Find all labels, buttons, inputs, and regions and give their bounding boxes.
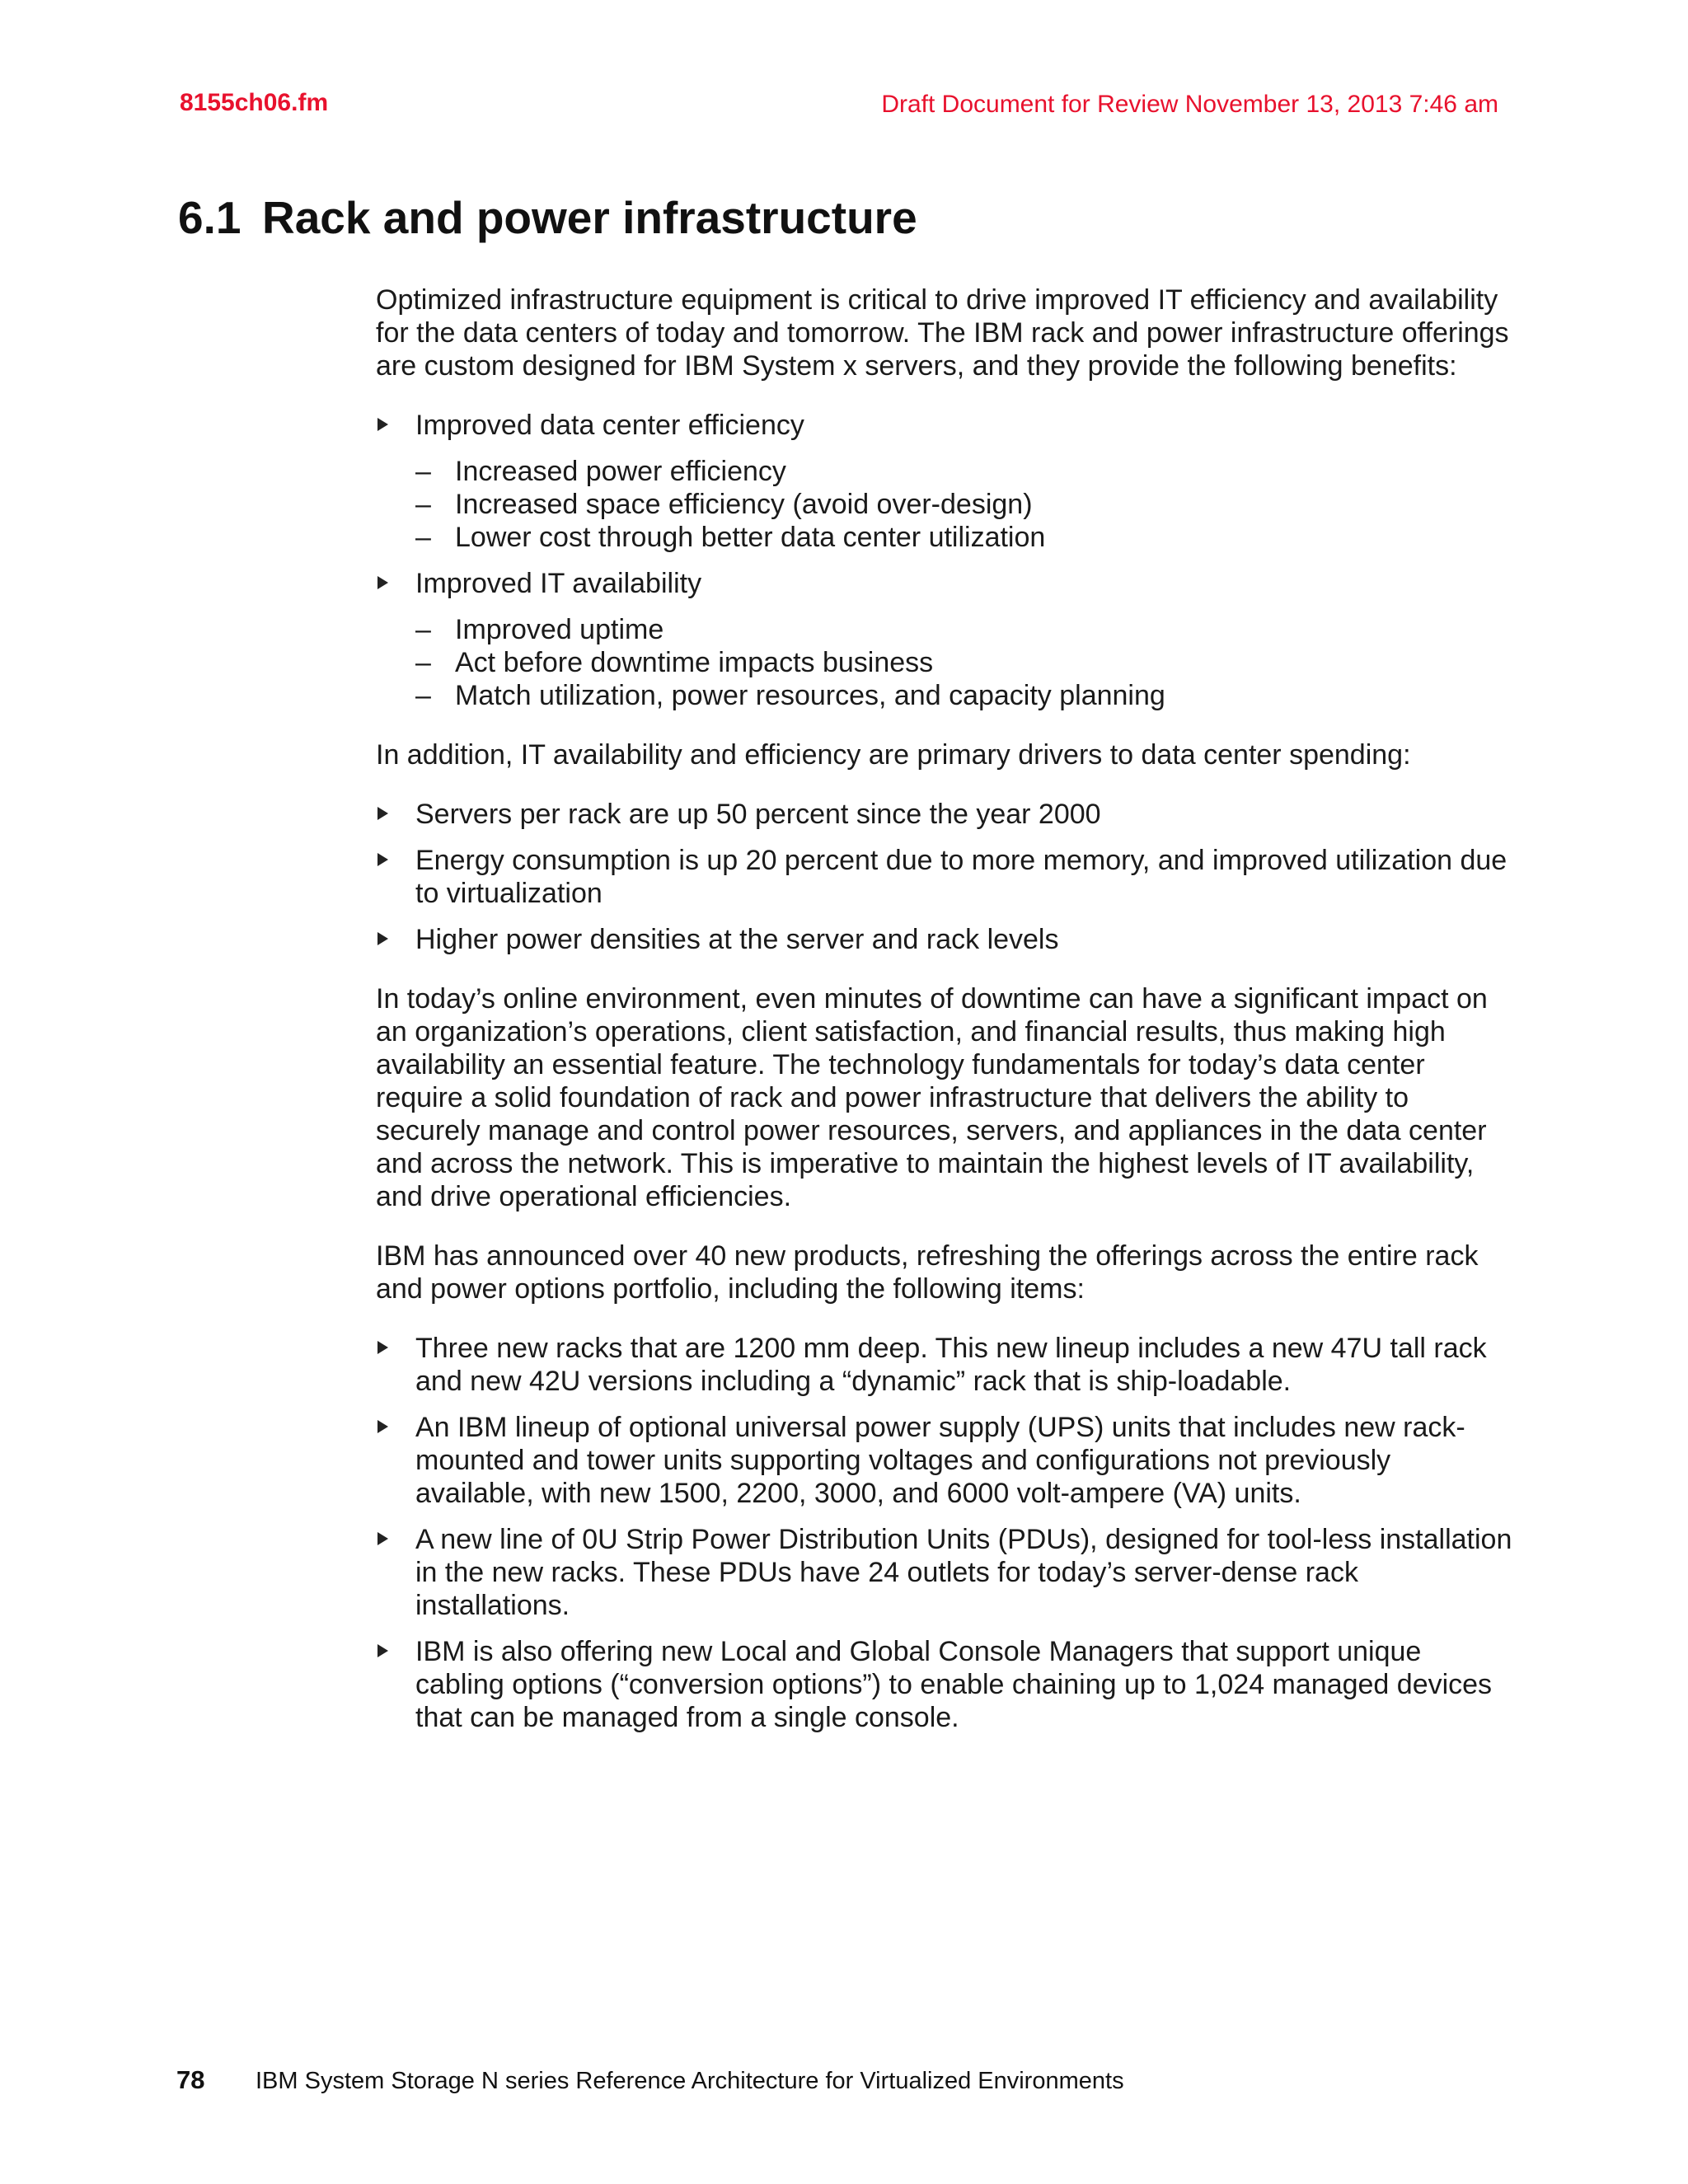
list-item [376, 1635, 1513, 1734]
triangle-bullet-icon [377, 1532, 388, 1545]
list-item [376, 409, 1513, 554]
footer-book-title: IBM System Storage N series Reference Architecture for Virtualized Environments [256, 2068, 1124, 2094]
list-item [376, 1411, 1513, 1510]
driver-text: Servers per rack are up 50 percent since the year 2000 [415, 799, 1101, 830]
section-title: Rack and power infrastructure [262, 192, 917, 243]
product-text: Three new racks that are 1200 mm deep. This new lineup includes a new 47U tall rack and new 42U versions including a “dynamic” rack that is ship-loadable. [415, 1333, 1487, 1397]
list-item [376, 567, 1513, 712]
drivers-intro-paragraph: In addition, IT availability and efficiency are primary drivers to data center spending: [376, 739, 1411, 771]
product-text: IBM is also offering new Local and Global Console Managers that support unique cabling options (“conversion options”) to enable chaining up to 1,024 managed devices that can be managed from a single console. [415, 1636, 1493, 1733]
sub-list [415, 455, 1513, 554]
sub-item-text: Act before downtime impacts business [455, 647, 934, 678]
triangle-bullet-icon [377, 807, 388, 820]
products-list [376, 1332, 1513, 1734]
dash-bullet: – [415, 680, 431, 711]
list-item [376, 798, 1513, 831]
sub-list-item [415, 455, 1513, 488]
driver-text: Higher power densities at the server and rack levels [415, 924, 1059, 955]
benefit-label: Improved IT availability [415, 568, 702, 599]
sub-item-text: Increased power efficiency [455, 456, 786, 487]
benefits-list [376, 409, 1513, 712]
triangle-bullet-icon [377, 853, 388, 866]
triangle-bullet-icon [377, 418, 388, 431]
sub-list-item [415, 613, 1513, 646]
dash-bullet: – [415, 489, 431, 520]
list-item [376, 1332, 1513, 1398]
sub-list-item [415, 679, 1513, 712]
product-text: A new line of 0U Strip Power Distribution Units (PDUs), designed for tool-less installation in the new racks. These PDUs have 24 outlets for today’s server-dense rack installations. [415, 1524, 1512, 1621]
header-file-name: 8155ch06.fm [180, 89, 329, 116]
intro-paragraph: Optimized infrastructure equipment is critical to drive improved IT efficiency and availability for the data centers of today and tomorrow. The IBM rack and power infrastructure offerings are custom designed for IBM System x servers, and they provide the following benefits: [376, 284, 1509, 382]
downtime-paragraph: In today’s online environment, even minutes of downtime can have a significant impact on an organization’s operations, client satisfaction, and financial results, thus making high availability an essential feature. The technology fundamentals for today’s data center require a solid foundation of rack and power infrastructure that delivers the ability to securely manage and control power resources, servers, and appliances in the data center and across the network. This is imperative to maintain the highest levels of IT availability, and drive operational efficiencies. [376, 983, 1488, 1212]
triangle-bullet-icon [377, 1644, 388, 1657]
list-item [376, 923, 1513, 956]
triangle-bullet-icon [377, 1420, 388, 1433]
triangle-bullet-icon [377, 576, 388, 589]
sub-item-text: Increased space efficiency (avoid over-design) [455, 489, 1033, 520]
section-heading [178, 191, 917, 244]
header-draft-notice: Draft Document for Review November 13, 2013 7:46 am [881, 91, 1498, 118]
dash-bullet: – [415, 647, 431, 678]
sub-item-text: Match utilization, power resources, and capacity planning [455, 680, 1165, 711]
sub-list-item [415, 488, 1513, 521]
list-item [376, 1523, 1513, 1622]
footer-page-number: 78 [176, 2065, 205, 2094]
sub-item-text: Lower cost through better data center utilization [455, 522, 1046, 553]
triangle-bullet-icon [377, 1341, 388, 1354]
sub-list-item [415, 646, 1513, 679]
driver-text: Energy consumption is up 20 percent due to more memory, and improved utilization due to virtualization [415, 845, 1507, 909]
sub-list [415, 613, 1513, 712]
product-text: An IBM lineup of optional universal power supply (UPS) units that includes new rack-mounted and tower units supporting voltages and configurations not previously available, with new 1500, 2200, 3000, and 6000 volt-ampere (VA) units. [415, 1412, 1465, 1509]
dash-bullet: – [415, 614, 431, 645]
sub-item-text: Improved uptime [455, 614, 664, 645]
section-number: 6.1 [178, 192, 241, 243]
drivers-list [376, 798, 1513, 956]
triangle-bullet-icon [377, 932, 388, 945]
products-intro-paragraph: IBM has announced over 40 new products, refreshing the offerings across the entire rack and power options portfolio, including the following items: [376, 1240, 1479, 1305]
benefit-label: Improved data center efficiency [415, 410, 804, 441]
dash-bullet: – [415, 456, 431, 487]
list-item [376, 844, 1513, 910]
body-content [376, 284, 1513, 1760]
dash-bullet: – [415, 522, 431, 553]
sub-list-item [415, 521, 1513, 554]
